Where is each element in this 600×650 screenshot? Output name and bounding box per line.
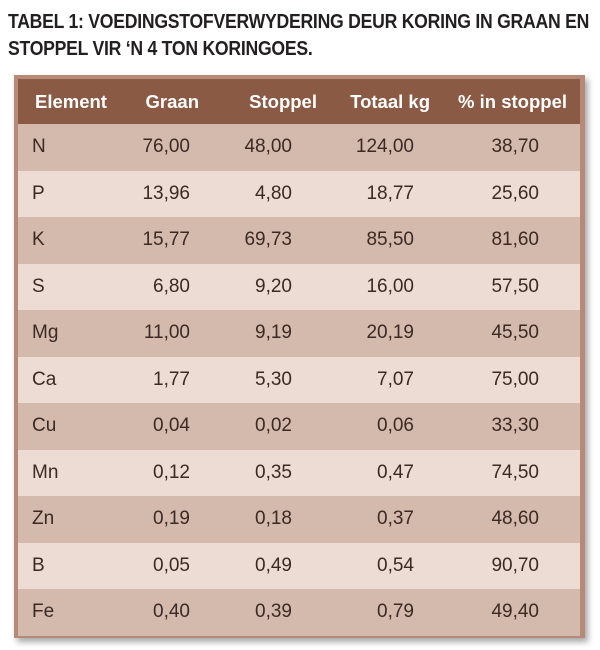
cell-totaal: 20,19 bbox=[366, 322, 414, 344]
cell-element: Mg bbox=[32, 322, 59, 344]
cell-graan: 11,00 bbox=[143, 322, 190, 344]
cell-graan: 0,04 bbox=[153, 415, 190, 437]
cell-stoppel: 0,49 bbox=[255, 554, 292, 576]
header-element: Element bbox=[35, 90, 107, 112]
cell-percent: 33,30 bbox=[491, 415, 539, 437]
cell-percent: 57,50 bbox=[491, 275, 539, 297]
cell-totaal: 18,77 bbox=[366, 182, 414, 204]
cell-stoppel: 4,80 bbox=[255, 182, 292, 204]
table-row bbox=[18, 264, 580, 311]
table-row bbox=[18, 171, 580, 218]
cell-percent: 48,60 bbox=[491, 508, 539, 530]
cell-percent: 90,70 bbox=[491, 554, 539, 576]
cell-percent: 45,50 bbox=[491, 322, 539, 344]
table-row bbox=[18, 496, 580, 543]
cell-element: S bbox=[32, 275, 45, 297]
cell-totaal: 0,79 bbox=[377, 601, 414, 623]
cell-percent: 25,60 bbox=[491, 182, 539, 204]
cell-graan: 0,05 bbox=[153, 554, 190, 576]
cell-percent: 38,70 bbox=[491, 136, 539, 158]
cell-stoppel: 9,20 bbox=[255, 275, 292, 297]
cell-stoppel: 5,30 bbox=[255, 368, 292, 390]
table-row bbox=[18, 124, 580, 171]
cell-stoppel: 0,18 bbox=[255, 508, 292, 530]
cell-stoppel: 0,39 bbox=[255, 601, 292, 623]
cell-percent: 75,00 bbox=[491, 368, 539, 390]
table-title bbox=[8, 8, 590, 62]
cell-stoppel: 0,02 bbox=[255, 415, 292, 437]
table-row bbox=[18, 310, 580, 357]
cell-element: K bbox=[32, 229, 45, 251]
cell-stoppel: 0,35 bbox=[255, 461, 292, 483]
cell-element: Mn bbox=[32, 461, 59, 483]
table-header-row bbox=[18, 79, 580, 124]
cell-totaal: 0,54 bbox=[377, 554, 414, 576]
table-title-line-2: STOPPEL VIR ‘N 4 TON KORINGOES. bbox=[8, 37, 313, 60]
cell-totaal: 7,07 bbox=[377, 368, 414, 390]
header-graan: Graan bbox=[145, 90, 199, 112]
header-totaal-kg: Totaal kg bbox=[350, 90, 430, 112]
cell-graan: 6,80 bbox=[153, 275, 190, 297]
cell-graan: 0,40 bbox=[153, 601, 190, 623]
cell-totaal: 0,06 bbox=[377, 415, 414, 437]
table-row bbox=[18, 589, 580, 636]
cell-totaal: 85,50 bbox=[366, 229, 414, 251]
header-stoppel: Stoppel bbox=[249, 90, 317, 112]
cell-element: Cu bbox=[32, 415, 57, 437]
cell-element: Ca bbox=[32, 368, 57, 390]
cell-element: P bbox=[32, 182, 45, 204]
cell-graan: 0,19 bbox=[153, 508, 190, 530]
cell-graan: 15,77 bbox=[142, 229, 190, 251]
cell-element: Fe bbox=[32, 601, 55, 623]
cell-graan: 76,00 bbox=[142, 136, 190, 158]
cell-stoppel: 48,00 bbox=[244, 136, 292, 158]
cell-element: N bbox=[32, 136, 46, 158]
cell-totaal: 16,00 bbox=[366, 275, 414, 297]
cell-percent: 81,60 bbox=[491, 229, 539, 251]
cell-graan: 13,96 bbox=[142, 182, 190, 204]
cell-graan: 0,12 bbox=[153, 461, 190, 483]
cell-totaal: 124,00 bbox=[355, 136, 414, 158]
cell-element: Zn bbox=[32, 508, 55, 530]
table-row bbox=[18, 543, 580, 590]
nutrient-table bbox=[18, 79, 580, 636]
cell-element: B bbox=[32, 554, 45, 576]
cell-totaal: 0,47 bbox=[377, 461, 414, 483]
table-title-line-1: TABEL 1: VOEDINGSTOFVERWYDERING DEUR KORING IN GRAAN EN bbox=[8, 10, 590, 33]
table-row bbox=[18, 403, 580, 450]
table-row bbox=[18, 357, 580, 404]
cell-totaal: 0,37 bbox=[377, 508, 414, 530]
cell-graan: 1,77 bbox=[153, 368, 190, 390]
cell-percent: 49,40 bbox=[491, 601, 539, 623]
table-row bbox=[18, 450, 580, 497]
cell-percent: 74,50 bbox=[491, 461, 539, 483]
cell-stoppel: 9,19 bbox=[255, 322, 292, 344]
cell-stoppel: 69,73 bbox=[244, 229, 292, 251]
header-percent-in-stoppel: % in stoppel bbox=[458, 90, 567, 112]
table-row bbox=[18, 217, 580, 264]
